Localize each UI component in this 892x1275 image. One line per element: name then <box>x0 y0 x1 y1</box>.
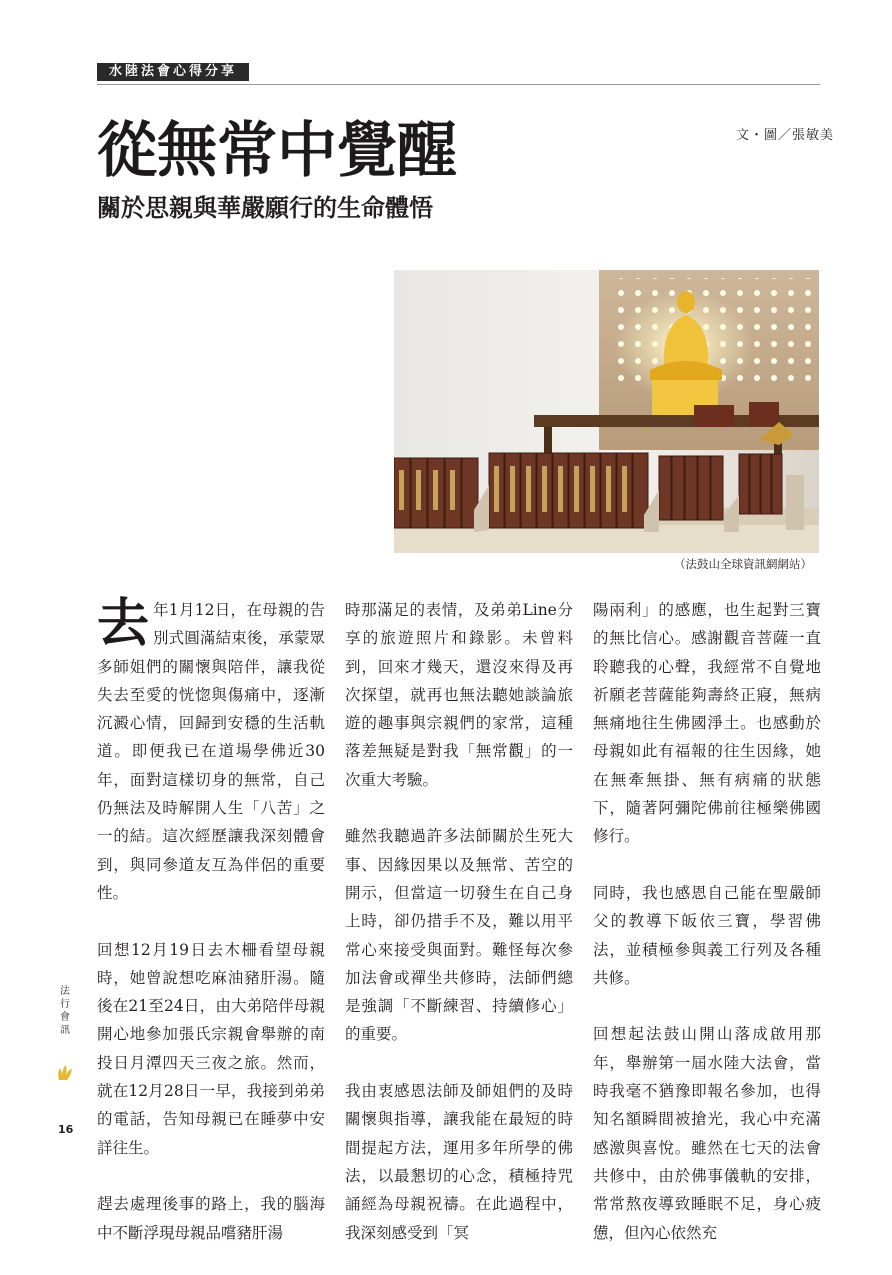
paragraph: 時那滿足的表情，及弟弟Line分享的旅遊照片和錄影。未曾料到，回來才幾天，還沒來得及再次探望，就再也無法聽她談論旅遊的趣事與宗親們的家常，這種落差無疑是對我「無常觀」的一次重大考驗。 <box>345 601 573 789</box>
drop-cap: 去 <box>97 593 150 654</box>
paragraph: 雖然我聽過許多法師關於生死大事、因緣因果以及無常、苦空的開示，但當這一切發生在自己身上時，卻仍措手不及，難以用平常心來接受與面對。難怪每次參加法會或禪坐共修時，法師們總是強調「不斷練習、持續修心」的重要。 <box>345 827 573 1044</box>
lotus-hand-icon <box>55 1063 75 1083</box>
header-divider <box>97 84 820 85</box>
magazine-name: 法行會訊 <box>60 986 70 1036</box>
section-tag: 水陸法會心得分享 <box>97 63 249 81</box>
article-column-3 <box>593 596 821 1275</box>
paragraph: 年1月12日，在母親的告別式圓滿結束後，承蒙眾多師姐們的關懷與陪伴，讓我從失去至愛的恍惚與傷痛中，逐漸沉澱心情，回歸到安穩的生活軌道。即便我已在道場學佛近30年，面對這樣切身的無常，自己仍無法及時解開人生「八苦」之一的結。這次經歷讓我深刻體會到，與同參道友互為伴侶的重要性。 <box>97 601 325 902</box>
article-subtitle: 關於思親與華嚴願行的生命體悟 <box>97 193 433 222</box>
article-column-1 <box>97 593 325 1275</box>
article-column-2 <box>345 596 573 1275</box>
paragraph: 同時，我也感恩自己能在聖嚴師父的教導下皈依三寶，學習佛法，並積極參與義工行列及各種共修。 <box>593 883 821 987</box>
paragraph: 回想12月19日去木柵看望母親時，她曾說想吃麻油豬肝湯。隨後在21至24日，由大弟陪伴母親開心地參加張氏宗親會舉辦的南投日月潭四天三夜之旅。然而，就在12月28日一早，我接到弟弟的電話，告知母親已在睡夢中安詳往生。 <box>97 940 325 1157</box>
paragraph: 我由衷感恩法師及師姐們的及時關懷與指導，讓我能在最短的時間提起方法，運用多年所學的佛法，以最懇切的心念，積極持咒誦經為母親祝禱。在此過程中，我深刻感受到「冥 <box>345 1082 573 1242</box>
buddha-shrine-photo <box>394 270 819 553</box>
photo-caption: （法鼓山全球資訊網網站） <box>674 557 812 571</box>
article-title: 從無常中覺醒 <box>97 116 457 186</box>
photo-illustration <box>394 270 819 553</box>
paragraph: 回想起法鼓山開山落成啟用那年，舉辦第一屆水陸大法會，當時我毫不猶豫即報名參加，也得知名額瞬間被搶光，我心中充滿感激與喜悅。雖然在七天的法會共修中，由於佛事儀軌的安排，常常熬夜導致睡眠不足，身心疲憊，但內心依然充 <box>593 1025 821 1242</box>
paragraph: 陽兩利」的感應，也生起對三寶的無比信心。感謝觀音菩薩一直聆聽我的心聲，我經常不自覺地祈願老菩薩能夠壽終正寢，無病無痛地往生佛國淨土。也感動於母親如此有福報的往生因緣，她在無牽無掛、無有病痛的狀態下，隨著阿彌陀佛前往極樂佛國修行。 <box>593 601 821 846</box>
author-byline: 文・圖／張敏美 <box>735 128 834 143</box>
page-number: 16 <box>58 1123 74 1136</box>
paragraph: 趕去處理後事的路上，我的腦海中不斷浮現母親品嚐豬肝湯 <box>97 1195 325 1242</box>
